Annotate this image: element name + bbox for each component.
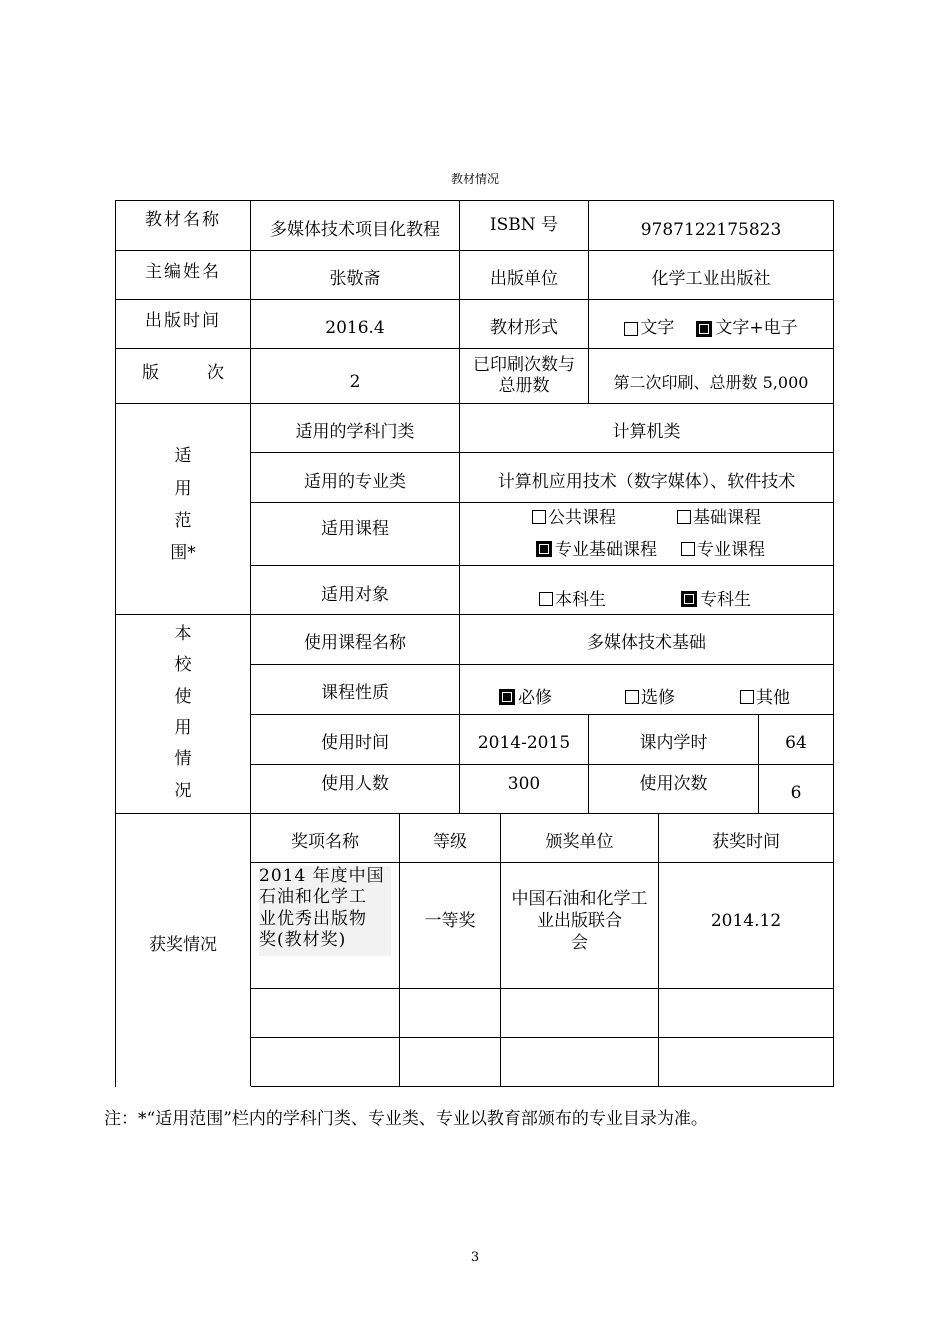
- publish-time: 2016.4: [325, 318, 385, 339]
- edition-label: [116, 349, 250, 399]
- target-option-undergrad: [539, 585, 606, 610]
- people-label: 使用人数: [321, 774, 389, 795]
- major-label: 适用的专业类: [304, 472, 406, 493]
- course-option-public: [532, 503, 616, 528]
- checkbox-checked-icon: [499, 689, 515, 705]
- form-label: 教材形式: [490, 318, 558, 339]
- publisher-value: 化学工业出版社: [651, 269, 771, 290]
- course-option-basic: [677, 503, 761, 528]
- publisher-label: 出版单位: [490, 269, 558, 290]
- table-caption: 教材情况: [450, 172, 499, 186]
- isbn-label: ISBN 号: [489, 214, 559, 235]
- nature-option-other: [740, 683, 790, 708]
- checkbox-unchecked-icon: [532, 510, 546, 524]
- award-header-name: 奖项名称: [291, 832, 359, 853]
- editor-label: 主编姓名: [145, 262, 221, 283]
- course-option-major: [681, 535, 765, 560]
- times-value: 6: [790, 783, 802, 804]
- award-name-line: 2014 年度中国: [259, 866, 385, 886]
- use-time-label: 使用时间: [321, 733, 389, 754]
- nature-label: 课程性质: [321, 683, 389, 704]
- edition-label-part2: 次: [207, 363, 224, 384]
- nature-option-elective: [625, 683, 675, 708]
- target-label: 适用对象: [321, 585, 389, 606]
- hours-value: 64: [785, 733, 807, 754]
- edition-label-part1: 版: [142, 363, 159, 384]
- scope-label: [116, 440, 250, 570]
- course-option-text: 公共课程: [548, 508, 616, 528]
- subject-value: 计算机类: [612, 422, 681, 443]
- checkbox-unchecked-icon: [624, 322, 638, 336]
- name-label: 教材名称: [145, 210, 221, 231]
- editor-name: 张敬斋: [329, 269, 381, 290]
- usage-label-char: 使: [174, 686, 192, 707]
- course-option-text: 专业基础课程: [555, 540, 657, 560]
- usage-label-char: 校: [174, 655, 192, 676]
- checkbox-unchecked-icon: [681, 542, 695, 556]
- course-option-major-basic: [536, 535, 657, 560]
- isbn-value: 9787122175823: [640, 220, 782, 241]
- checkbox-unchecked-icon: [625, 690, 639, 704]
- award-header-level: 等级: [433, 832, 467, 853]
- printing-label: 已印刷次数与总册数: [473, 354, 575, 396]
- award-name: [259, 866, 391, 956]
- scope-label-char: 适: [174, 446, 192, 467]
- award-date: 2014.12: [710, 911, 782, 932]
- award-name-line: 奖(教材奖): [259, 929, 347, 950]
- course-option-text: 专业课程: [697, 540, 765, 560]
- course-option-text: 基础课程: [693, 508, 761, 528]
- hours-label: 课内学时: [639, 733, 708, 754]
- target-option-text: 本科生: [555, 590, 606, 610]
- printing-value: 第二次印刷、总册数 5,000: [613, 373, 809, 392]
- usage-label-char: 本: [174, 624, 192, 645]
- awards-label: 获奖情况: [149, 935, 217, 956]
- target-option-college: [681, 585, 751, 610]
- form-option-text-electronic: 文字+电子: [715, 318, 798, 339]
- people-value: 300: [507, 774, 541, 795]
- target-option-text: 专科生: [700, 590, 751, 610]
- award-level: 一等奖: [424, 911, 476, 932]
- usage-label-char: 用: [174, 718, 192, 738]
- award-header-date: 获奖时间: [712, 832, 780, 853]
- textbook-name: 多媒体技术项目化教程: [270, 220, 440, 241]
- nature-option-text: 其他: [756, 688, 790, 708]
- award-org-line: 业出版联合: [537, 910, 622, 931]
- page-number: 3: [470, 1250, 480, 1265]
- edition-value: 2: [349, 372, 361, 393]
- usage-label-char: 情: [174, 749, 192, 770]
- award-org: [501, 886, 658, 956]
- major-value: 计算机应用技术（数字媒体）、软件技术: [497, 472, 796, 493]
- nature-option-text: 必修: [518, 688, 552, 708]
- course-label: 适用课程: [321, 519, 389, 540]
- checkbox-unchecked-icon: [740, 690, 754, 704]
- form-options: [589, 305, 833, 353]
- nature-option-required: [499, 683, 552, 708]
- nature-option-text: 选修: [641, 688, 675, 708]
- course-name-value: 多媒体技术基础: [587, 633, 706, 654]
- checkbox-checked-icon: [536, 541, 552, 557]
- award-org-line: 中国石油和化学工: [511, 888, 648, 909]
- times-label: 使用次数: [639, 774, 708, 795]
- award-name-line: 石油和化学工: [259, 887, 367, 908]
- scope-label-char: 范: [174, 511, 192, 531]
- subject-label: 适用的学科门类: [295, 422, 415, 443]
- footnote: 注：*“适用范围”栏内的学科门类、专业类、专业以教育部颁布的专业目录为准。: [104, 1109, 708, 1129]
- form-option-text: 文字: [640, 318, 675, 339]
- usage-label: [116, 618, 250, 808]
- checkbox-checked-icon: [681, 591, 697, 607]
- scope-label-char: 围*: [170, 543, 196, 564]
- time-label: 出版时间: [145, 311, 221, 332]
- course-name-label: 使用课程名称: [304, 633, 406, 654]
- usage-label-char: 况: [174, 780, 192, 801]
- use-time-value: 2014-2015: [477, 733, 571, 754]
- checkbox-unchecked-icon: [677, 510, 691, 524]
- award-name-line: 业优秀出版物: [259, 908, 367, 929]
- scope-label-char: 用: [174, 478, 192, 499]
- checkbox-checked-icon: [696, 321, 712, 337]
- checkbox-unchecked-icon: [539, 592, 553, 606]
- award-header-org: 颁奖单位: [545, 832, 614, 853]
- award-org-line: 会: [571, 933, 588, 954]
